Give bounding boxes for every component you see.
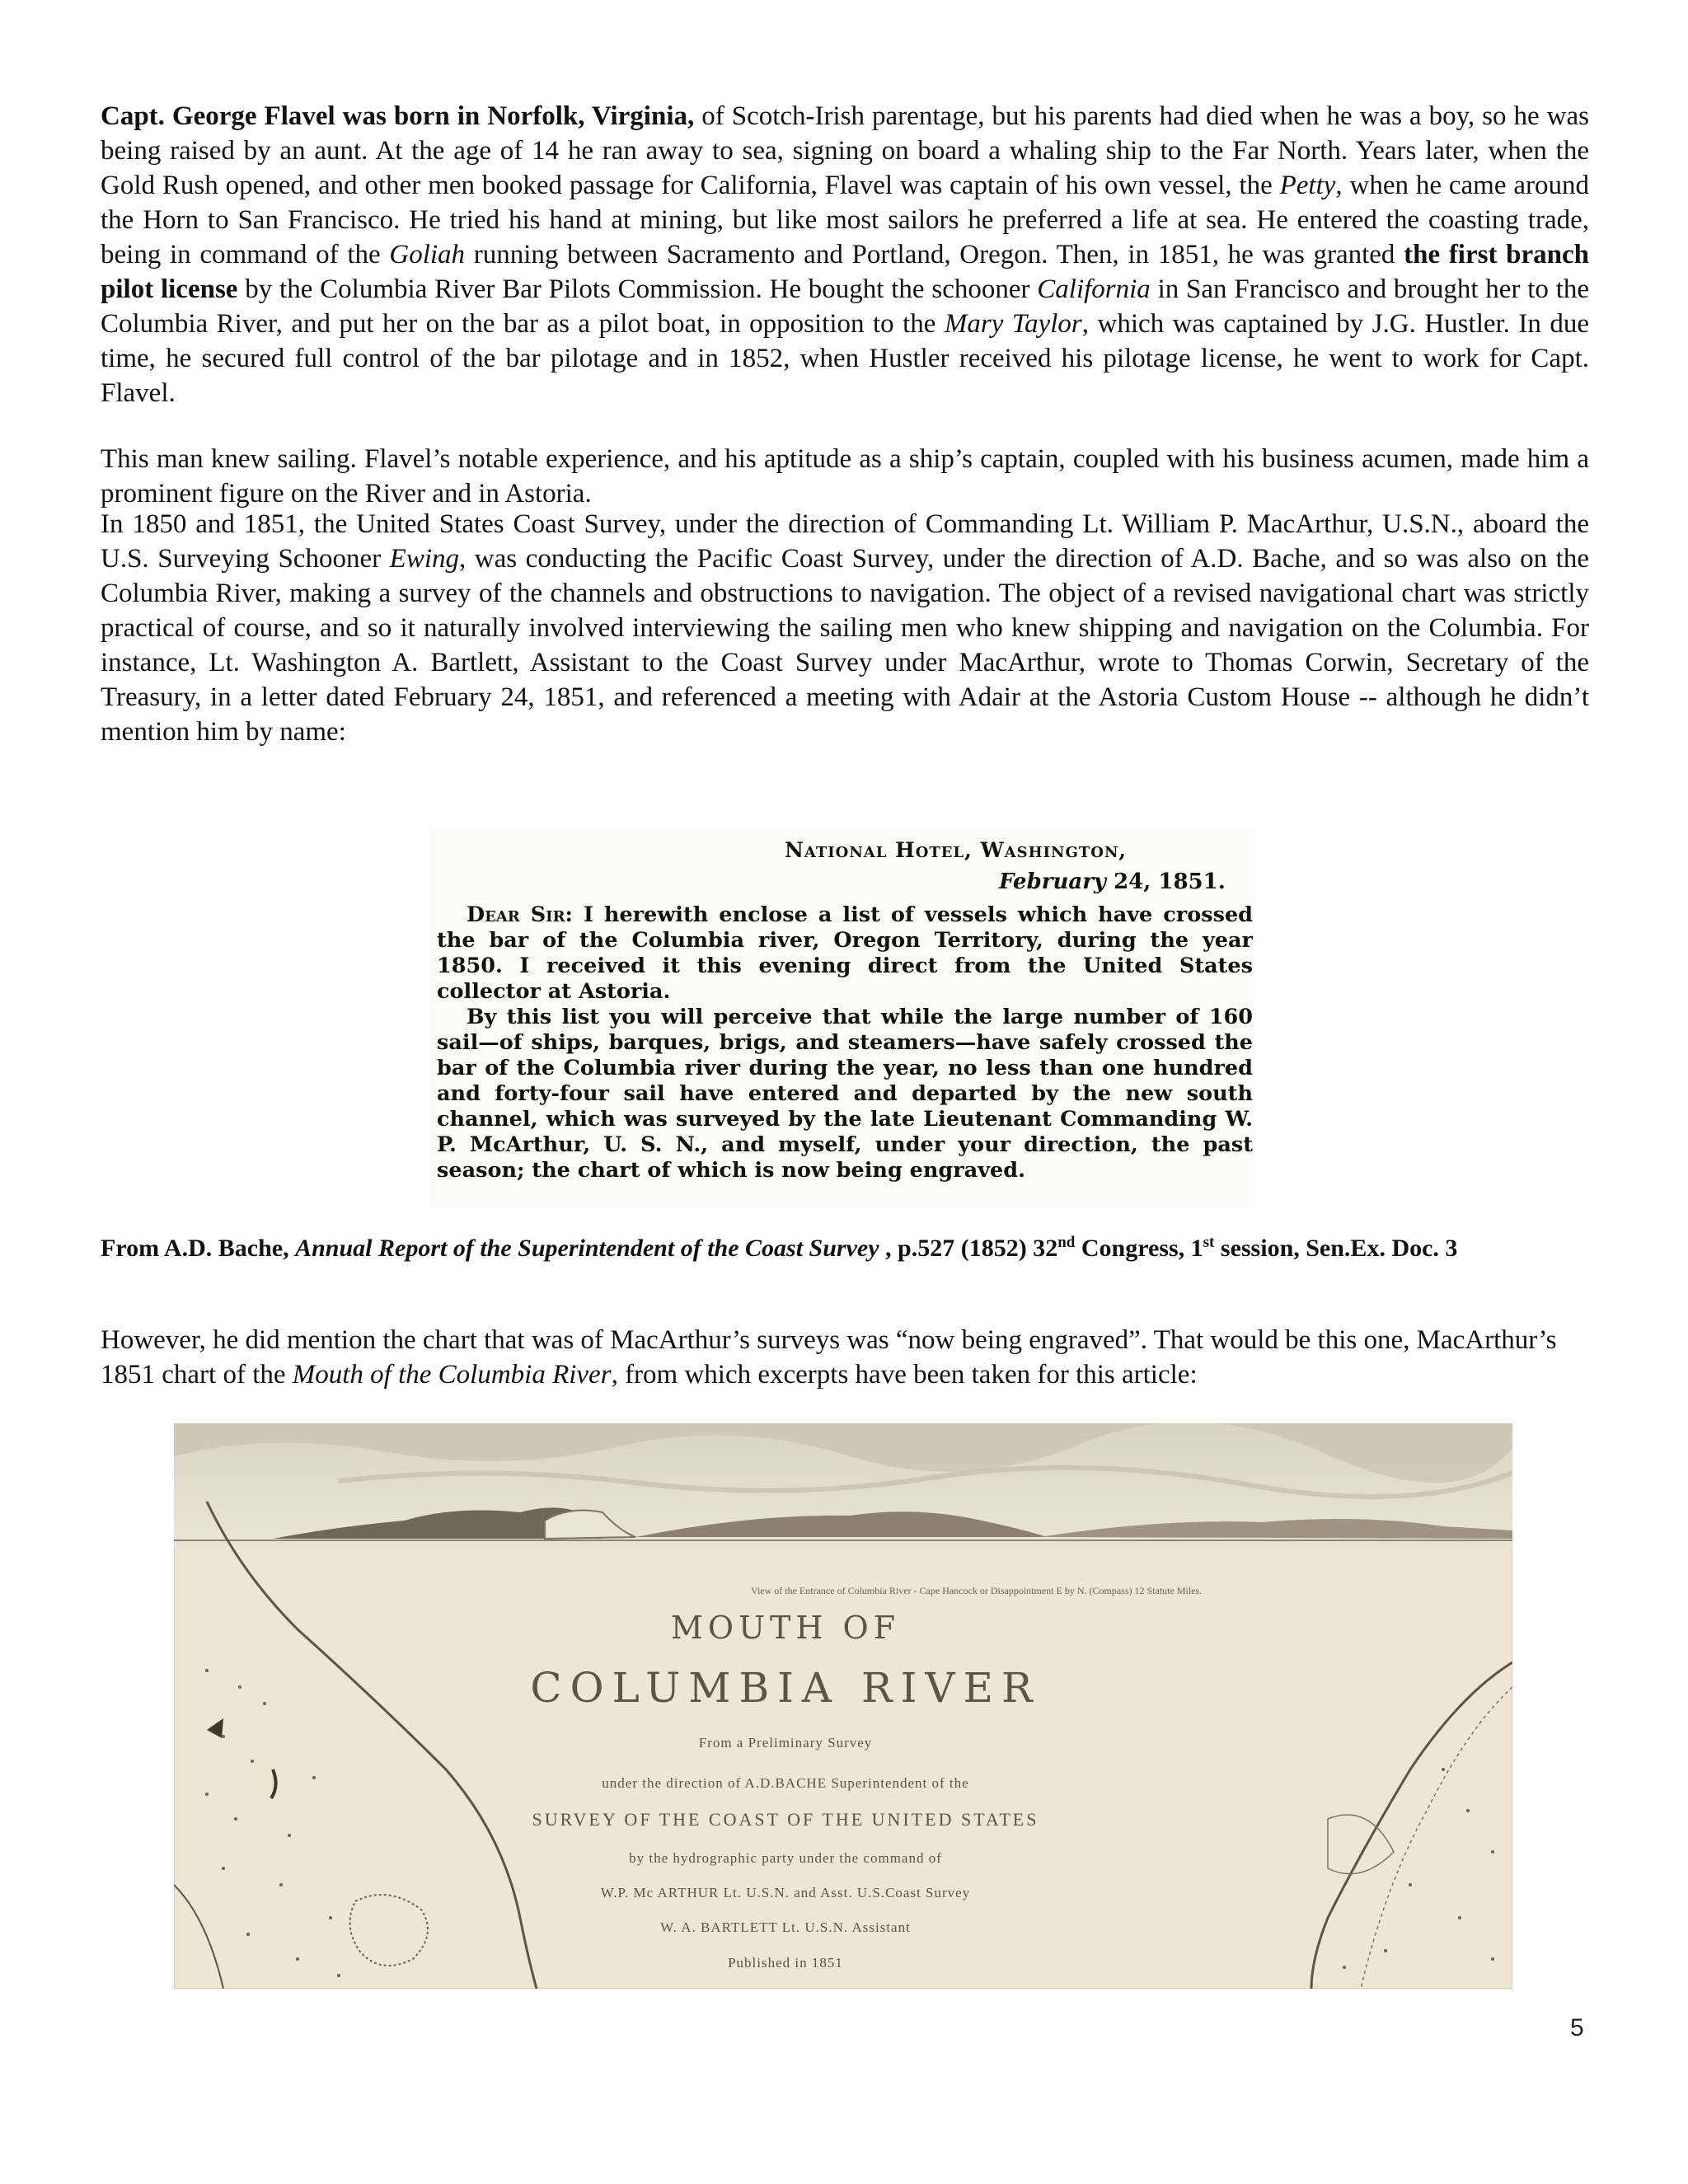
- letter-date-month: February: [999, 869, 1107, 894]
- chart-subtitle: W.P. Mc ARTHUR Lt. U.S.N. and Asst. U.S.Coast Survey: [600, 1885, 971, 1900]
- ship-name: California: [1037, 274, 1151, 304]
- page-number: 5: [1570, 2014, 1584, 2041]
- text-run: Congress, 1: [1075, 1235, 1203, 1262]
- ship-name: Goliah: [389, 240, 466, 269]
- chart-title-line2: COLUMBIA RIVER: [530, 1664, 1041, 1712]
- paragraph-flavel-biography: [101, 99, 1589, 410]
- text-run: I herewith enclose a list of vessels which have crossed the bar of the Columbia river, Oregon Territory, during the year 1850. I received it this evening direct from the United States collector at Astoria.: [437, 902, 1254, 1004]
- letter-paragraph: By this list you will perceive that while the large number of 160 sail—of ships, barques, brigs, and steamers—have safely crossed the bar of the Columbia river during the year, no less than one hundred and forty-four sail have entered and departed by the new south channel, which was surveyed by the late Lieutenant Commanding W. P. McArthur, U. S. N., and myself, under your direction, the past season; the chart of which is now being engraved.: [437, 1005, 1253, 1183]
- paragraph-chart-intro: [101, 1323, 1589, 1392]
- ship-name: Ewing: [389, 544, 459, 574]
- paragraph-sailing: This man knew sailing. Flavel’s notable experience, and his aptitude as a ship’s captain, coupled with his business acumen, made him a prominent figure on the River and in Astoria.: [101, 444, 1589, 509]
- report-title: Annual Report of the Superintendent of the Coast Survey: [295, 1235, 879, 1262]
- chart-subtitle: W. A. BARTLETT Lt. U.S.N. Assistant: [660, 1919, 911, 1935]
- text-run: From A.D. Bache,: [101, 1235, 296, 1262]
- letter-source-caption: [101, 1233, 1589, 1264]
- chart-subtitle: Published in 1851: [728, 1955, 843, 1971]
- chart-subtitle: SURVEY OF THE COAST OF THE UNITED STATES: [532, 1809, 1039, 1830]
- text-run: running between Sacramento and Portland, Oregon. Then, in 1851, he was granted: [465, 240, 1404, 269]
- chart-view-caption: View of the Entrance of Columbia River - Cape Hancock or Disappointment E by N. (Compass) 12 Statute Miles.: [751, 1585, 1203, 1596]
- text-run: session, Sen.Ex. Doc. 3: [1214, 1235, 1458, 1262]
- letter-salutation: Dear Sir:: [467, 902, 573, 927]
- chart-title-line1: MOUTH OF: [670, 1610, 901, 1646]
- chart-subtitle: by the hydrographic party under the command of: [629, 1850, 942, 1866]
- text-run: In 1850 and 1851, the United States Coast Survey, under the direction of Commanding Lt. William P. MacArthur, U.S.N., aboard the U.S. Surveying Schooner: [101, 509, 1589, 574]
- text-run: , p.527 (1852) 32: [879, 1235, 1058, 1262]
- text-run: , which was captained by J.G. Hustler. In due time, he secured full control of the bar pilotage and in 1852, when Hustler received his pilotage license, he went to work for Capt. Flavel.: [101, 309, 1589, 408]
- paragraph-coast-survey: [101, 507, 1589, 749]
- chart-title-ref: Mouth of the Columbia River: [292, 1360, 612, 1390]
- ship-name: Mary Taylor: [944, 309, 1082, 339]
- chart-subtitle: From a Preliminary Survey: [698, 1735, 873, 1750]
- letter-heading: National Hotel, Washington,: [785, 838, 1128, 862]
- ordinal-suffix: st: [1203, 1234, 1215, 1251]
- ordinal-suffix: nd: [1057, 1234, 1076, 1251]
- text-run: , was conducting the Pacific Coast Survey, under the direction of A.D. Bache, and so was also on the Columbia River, making a survey of the channels and obstructions to navigation. The object of a revised navigational chart was strictly practical of course, and so it naturally involved interviewing the sailing men who knew shipping and navigation on the Columbia. For instance, Lt. Washington A. Bartlett, Assistant to the Coast Survey under MacArthur, wrote to Thomas Corwin, Secretary of the Treasury, in a letter dated February 24, 1851, and referenced a meeting with Adair at the Astoria Custom House -- although he didn’t mention him by name:: [101, 544, 1589, 747]
- ship-name: Petty: [1279, 171, 1336, 200]
- letter-date: [999, 869, 1246, 894]
- chart-subtitle: under the direction of A.D.BACHE Superintendent of the: [602, 1775, 969, 1791]
- text-run: by the Columbia River Bar Pilots Commission. He bought the schooner: [237, 274, 1038, 304]
- letter-excerpt-image: [430, 828, 1254, 1207]
- letter-date-rest: 24, 1851.: [1106, 869, 1226, 894]
- letter-body: [437, 902, 1253, 1183]
- bold-phrase: the first branch pilot license: [101, 240, 1590, 304]
- paragraph-lead: Capt. George Flavel was born in Norfolk, Virginia,: [101, 101, 695, 131]
- text-run: , from which excerpts have been taken for this article:: [611, 1360, 1198, 1390]
- text-run: , when he came around the Horn to San Francisco. He tried his hand at mining, but like most sailors he preferred a life at sea. He entered the coasting trade, being in command of the: [101, 171, 1589, 269]
- text-run: of Scotch-Irish parentage, but his parents had died when he was a boy, so he was being raised by an aunt. At the age of 14 he ran away to sea, signing on board a whaling ship to the Far North. Years later, when the Gold Rush opened, and other men booked passage for California, Flavel was captain of his own vessel, the: [101, 101, 1589, 200]
- text-run: in San Francisco and brought her to the Columbia River, and put her on the bar as a pilot boat, in opposition to the: [101, 274, 1590, 339]
- nautical-chart-image: [174, 1423, 1512, 1989]
- text-run: However, he did mention the chart that was of MacArthur’s surveys was “now being engraved”. That would be this one, MacArthur’s 1851 chart of the: [101, 1325, 1557, 1390]
- letter-paragraph: [437, 902, 1253, 1005]
